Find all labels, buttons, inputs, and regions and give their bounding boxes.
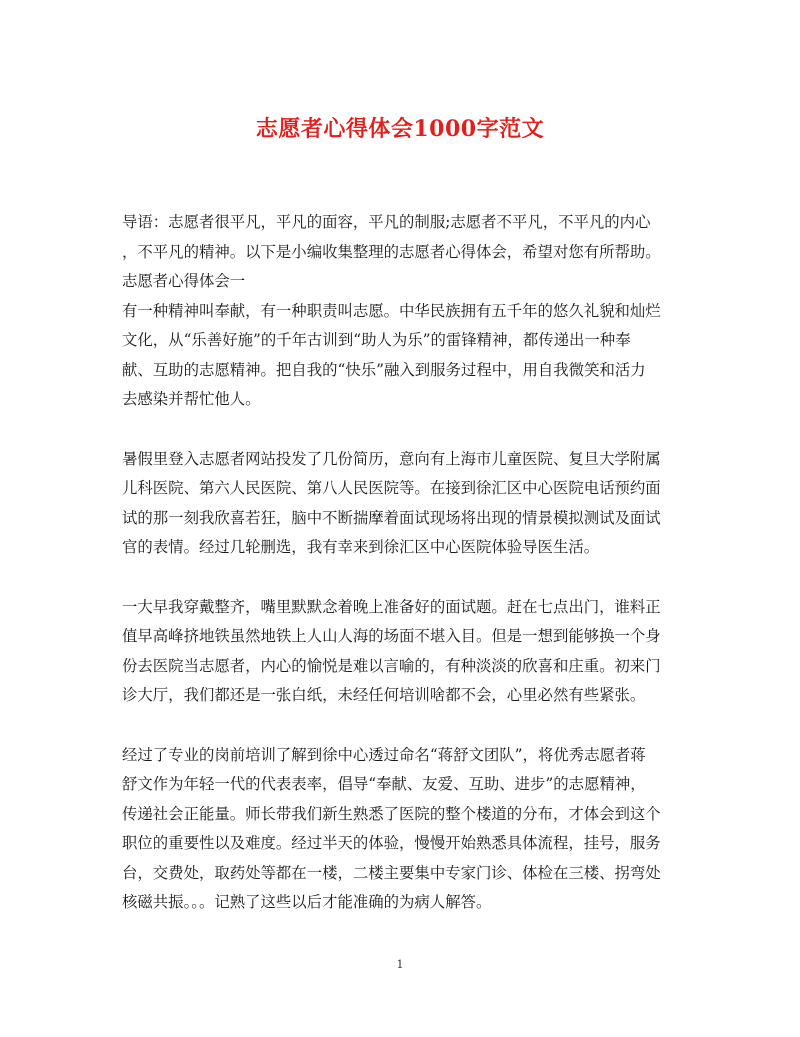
text-line: 去感染并帮忙他人。	[122, 390, 261, 408]
text-line: 儿科医院、第六人民医院、第八人民医院等。在接到徐汇区中心医院电话预约面	[122, 479, 661, 497]
text-line: 值早高峰挤地铁虽然地铁上人山人海的场面不堪入目。但是一想到能够换一个身	[122, 627, 661, 645]
text-line: 暑假里登入志愿者网站投发了几份简历，意向有上海市儿童医院、复旦大学附属	[122, 449, 661, 468]
text-line: 经过了专业的岗前培训了解到徐中心透过命名“蒋舒文团队”，将优秀志愿者蒋	[122, 745, 646, 764]
text-line: 传递社会正能量。师长带我们新生熟悉了医院的整个楼道的分布，才体会到这个	[122, 804, 661, 823]
text-line: 份去医院当志愿者，内心的愉悦是难以言喻的，有种淡淡的欣喜和庄重。初来门	[122, 656, 661, 675]
text-line: ，不平凡的精神。以下是小编收集整理的志愿者心得体会，希望对您有所帮助。	[122, 242, 661, 261]
text-line: 舒文作为年轻一代的代表表率，倡导“奉献、友爱、互助、进步”的志愿精神，	[122, 775, 646, 793]
text-line: 台，交费处，取药处等都在一楼，二楼主要集中专家门诊、体检在三楼、拐弯处	[122, 863, 661, 882]
body-paragraph	[122, 445, 684, 563]
text-line: 导语：志愿者很平凡，平凡的面容，平凡的制服;志愿者不平凡，不平凡的内心	[122, 213, 651, 231]
text-line: 文化，从“乐善好施”的千年古训到“助人为乐”的雷锋精神，都传递出一种奉	[122, 331, 631, 349]
text-line: 献、互助的志愿精神。把自我的“快乐”融入到服务过程中，用自我微笑和活力	[122, 360, 646, 379]
text-line: 官的表情。经过几轮删选，我有幸来到徐汇区中心医院体验导医生活。	[122, 538, 600, 556]
text-line: 职位的重要性以及难度。经过半天的体验，慢慢开始熟悉具体流程，挂号，服务	[122, 834, 661, 852]
text-line: 诊大厅，我们都还是一张白纸，未经任何培训啥都不会，心里必然有些紧张。	[122, 686, 646, 704]
body-paragraph	[122, 297, 684, 415]
page-number: 1	[396, 958, 404, 971]
text-line: 核磁共振。。。记熟了这些以后才能准确的为病人解答。	[122, 893, 492, 911]
intro-paragraph	[122, 208, 684, 267]
document-title: 志愿者心得体会1000字范文	[255, 116, 545, 142]
text-line: 有一种精神叫奉献，有一种职责叫志愿。中华民族拥有五千年的悠久礼貌和灿烂	[122, 301, 661, 320]
text-line: 志愿者心得体会一	[122, 272, 246, 290]
section-heading	[122, 267, 684, 297]
text-line: 一大早我穿戴整齐，嘴里默默念着晚上准备好的面试题。赶在七点出门，谁料正	[122, 597, 661, 616]
paragraph-gap	[122, 711, 684, 741]
paragraph-gap	[122, 563, 684, 593]
body-paragraph	[122, 593, 684, 711]
document-body	[122, 208, 684, 918]
text-line: 试的那一刻我欣喜若狂，脑中不断揣摩着面试现场将出现的情景模拟测试及面试	[122, 508, 661, 527]
body-paragraph	[122, 741, 684, 918]
paragraph-gap	[122, 415, 684, 445]
